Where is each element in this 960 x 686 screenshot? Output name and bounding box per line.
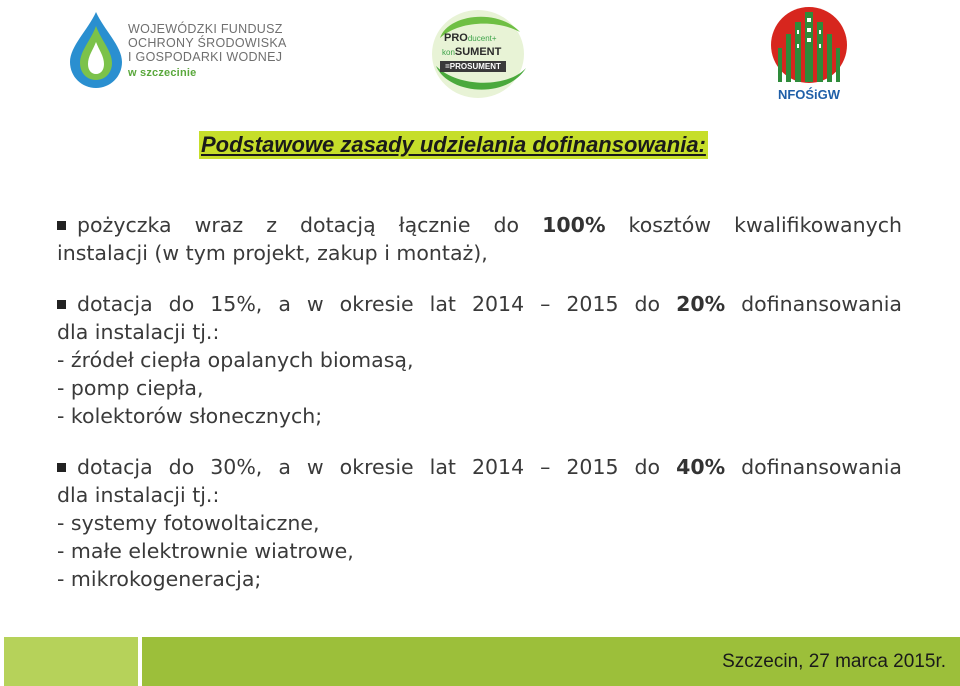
list-item: - pomp ciepła,: [57, 376, 204, 400]
prosument-line1: PROducent+: [444, 32, 497, 44]
footer-bar: [4, 637, 960, 686]
list-item: - mikrokogeneracja;: [57, 567, 262, 591]
bullet-text-continued: dla instalacji tj.:: [57, 320, 220, 344]
bullet-item: [57, 211, 902, 239]
page-title: Podstawowe zasady udzielania dofinansowania:: [201, 132, 706, 157]
water-drop-icon: [66, 10, 126, 90]
square-bullet-icon: [57, 300, 66, 309]
list-item: - źródeł ciepła opalanych biomasą,: [57, 348, 414, 372]
nfos-logo: [768, 4, 850, 108]
nfos-emblem-icon: [768, 4, 850, 86]
bullet-text: dotacja do 15%, a w okresie lat 2014 – 2015 do 20% dofinansowania: [77, 292, 902, 316]
footer-block-left: [4, 637, 138, 686]
prosument-logo: [428, 8, 534, 100]
bullet-text: dotacja do 30%, a w okresie lat 2014 – 2015 do 40% dofinansowania: [77, 455, 902, 479]
bullet-item: [57, 453, 902, 481]
wfos-city: w szczecinie: [128, 67, 197, 79]
footer-date: Szczecin, 27 marca 2015r.: [722, 651, 946, 672]
prosument-line2: konSUMENT: [442, 46, 502, 58]
wfos-logo: [66, 10, 296, 90]
square-bullet-icon: [57, 221, 66, 230]
list-item: - małe elektrownie wiatrowe,: [57, 539, 354, 563]
nfos-label: NFOŚiGW: [777, 87, 841, 102]
prosument-line3: =PROSUMENT: [440, 61, 506, 72]
bullet-item: [57, 290, 902, 318]
square-bullet-icon: [57, 463, 66, 472]
bullet-text-continued: dla instalacji tj.:: [57, 483, 220, 507]
list-item: - kolektorów słonecznych;: [57, 404, 323, 428]
content-list: [57, 211, 902, 593]
bullet-text: pożyczka wraz z dotacją łącznie do 100% kosztów kwalifikowanych: [77, 213, 902, 237]
list-item: - systemy fotowoltaiczne,: [57, 511, 320, 535]
bullet-text-continued: instalacji (w tym projekt, zakup i montaż),: [57, 241, 488, 265]
wfos-name: WOJEWÓDZKI FUNDUSZ OCHRONY ŚRODOWISKA I GOSPODARKI WODNEJ: [128, 22, 287, 64]
